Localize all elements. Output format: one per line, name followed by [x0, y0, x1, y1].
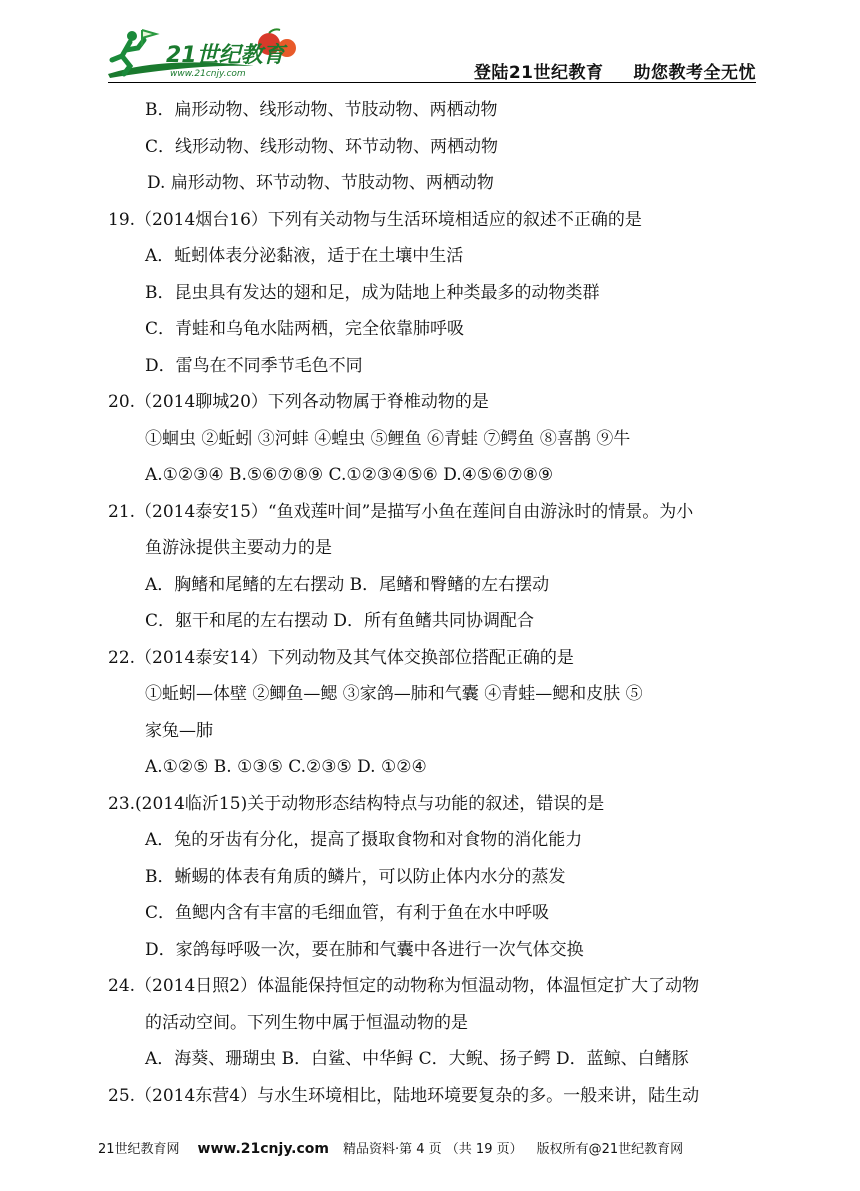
question-line: D. 扁形动物、环节动物、节肢动物、两栖动物	[147, 173, 494, 193]
question-line: A．蚯蚓体表分泌黏液，适于在土壤中生活	[145, 246, 464, 266]
question-stem: 25.（2014东营4）与水生环境相比，陆地环境要复杂的多。一般来讲，陆生动	[108, 1085, 700, 1106]
question-stem: 20.（2014聊城20）下列各动物属于脊椎动物的是	[108, 392, 489, 412]
footer-copyright: 版权所有@21世纪教育网	[536, 1142, 684, 1157]
question-line: C．躯干和尾的左右摆动 D．所有鱼鳍共同协调配合	[145, 611, 535, 631]
logo-text: 21世纪教育	[166, 43, 285, 68]
question-stem: 23.(2014临沂15)关于动物形态结构特点与功能的叙述，错误的是	[108, 793, 605, 814]
question-line: D．家鸽每呼吸一次，要在肺和气囊中各进行一次气体交换	[145, 939, 584, 960]
document-body	[108, 92, 758, 1114]
page-footer	[98, 1138, 683, 1157]
header-divider	[108, 82, 756, 83]
question-line: B．昆虫具有发达的翅和足，成为陆地上种类最多的动物类群	[145, 282, 600, 303]
logo-url: www.21cnjy.com	[170, 69, 246, 79]
question-stem: 22.（2014泰安14）下列动物及其气体交换部位搭配正确的是	[108, 647, 574, 668]
question-line: C．鱼鳃内含有丰富的毛细血管，有利于鱼在水中呼吸	[145, 903, 550, 923]
question-line: 家兔—肺	[145, 720, 213, 741]
question-line: B．蜥蜴的体表有角质的鳞片，可以防止体内水分的蒸发	[145, 866, 566, 887]
question-line: C．青蛙和乌龟水陆两栖，完全依靠肺呼吸	[145, 319, 465, 339]
question-stem: 19.（2014烟台16）下列有关动物与生活环境相适应的叙述不正确的是	[108, 209, 642, 230]
footer-org: 21世纪教育网	[98, 1142, 180, 1157]
question-line: D．雷鸟在不同季节毛色不同	[145, 355, 363, 376]
question-line: C．线形动物、线形动物、环节动物、两栖动物	[145, 136, 499, 157]
header-slogan	[474, 58, 756, 83]
question-stem: 24.（2014日照2）体温能保持恒定的动物称为恒温动物，体温恒定扩大了动物	[108, 976, 700, 996]
question-line: A．兔的牙齿有分化，提高了摄取食物和对食物的消化能力	[145, 830, 583, 850]
question-line: 的活动空间。下列生物中属于恒温动物的是	[145, 1012, 468, 1033]
question-line: A.①②⑤ B. ①③⑤ C.②③⑤ D. ①②④	[145, 757, 427, 777]
question-line: ①蛔虫 ②蚯蚓 ③河蚌 ④蝗虫 ⑤鲤鱼 ⑥青蛙 ⑦鳄鱼 ⑧喜鹊 ⑨牛	[145, 428, 631, 449]
question-line: B．扁形动物、线形动物、节肢动物、两栖动物	[145, 100, 498, 120]
slogan-left: 登陆21世纪教育	[473, 63, 604, 83]
site-logo	[104, 26, 314, 82]
question-stem: 21.（2014泰安15）“鱼戏莲叶间”是描写小鱼在莲间自由游泳时的情景。为小	[108, 501, 694, 522]
footer-site-link[interactable]: www.21cnjy.com	[197, 1141, 329, 1157]
question-line: ①蚯蚓—体壁 ②鲫鱼—鳃 ③家鸽—肺和气囊 ④青蛙—鳃和皮肤 ⑤	[145, 684, 643, 704]
question-line: A.①②③④ B.⑤⑥⑦⑧⑨ C.①②③④⑤⑥ D.④⑤⑥⑦⑧⑨	[145, 465, 554, 485]
question-line: 鱼游泳提供主要动力的是	[145, 538, 332, 558]
question-line: A．胸鳍和尾鳍的左右摆动 B．尾鳍和臀鳍的左右摆动	[145, 574, 550, 595]
page-header	[0, 0, 860, 90]
footer-page-info: 精品资料·第 4 页 （共 19 页）	[342, 1142, 523, 1157]
question-line: A．海葵、珊瑚虫 B．白鲨、中华鲟 C．大鲵、扬子鳄 D．蓝鲸、白鳍豚	[145, 1049, 689, 1069]
slogan-right: 助您教考全无忧	[633, 63, 756, 83]
